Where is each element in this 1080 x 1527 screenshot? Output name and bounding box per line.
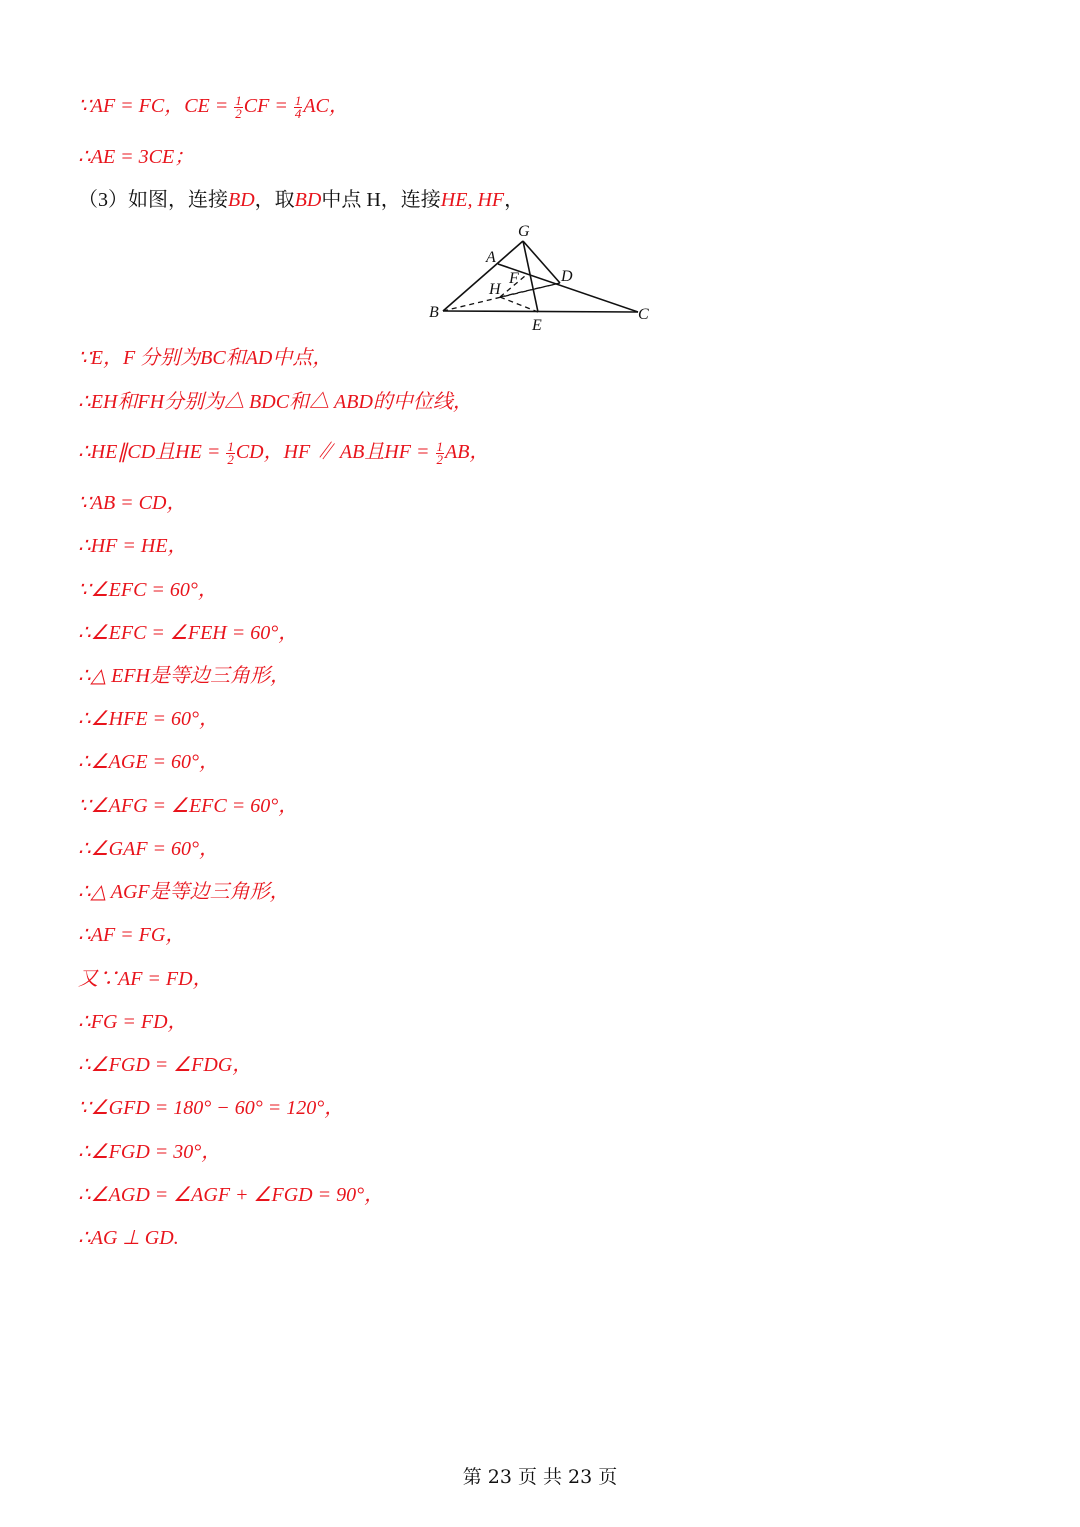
text-run: （3）如图，连接 bbox=[78, 189, 228, 211]
text-run: AB， bbox=[445, 441, 490, 463]
text-run: ∴FG = FD， bbox=[78, 1011, 188, 1033]
text-run: ∵∠AFG = ∠EFC = 60°， bbox=[78, 795, 299, 817]
fraction-denominator: 4 bbox=[294, 105, 302, 121]
label-E: E bbox=[532, 317, 542, 334]
solution-line bbox=[78, 923, 185, 947]
text-run: ∴∠AGE = 60°， bbox=[78, 751, 220, 773]
text-run: ∴∠FGD = 30°， bbox=[78, 1141, 222, 1163]
geometry-figure bbox=[420, 220, 660, 335]
solution-line bbox=[78, 880, 290, 904]
solution-line bbox=[78, 1053, 252, 1077]
segment-BC bbox=[443, 311, 638, 312]
text-run: ∵AB = CD， bbox=[78, 492, 187, 514]
text-run: ∴AF = FG， bbox=[78, 924, 186, 946]
label-F: F bbox=[509, 270, 519, 287]
solution-line bbox=[78, 1010, 188, 1034]
text-run: ∴△ EFH是等边三角形， bbox=[78, 665, 290, 687]
fraction-denominator: 2 bbox=[227, 451, 234, 467]
text-run: BD bbox=[228, 189, 255, 211]
fraction bbox=[436, 438, 445, 467]
solution-line bbox=[78, 578, 218, 602]
fraction-numerator: 1 bbox=[235, 92, 242, 108]
text-run: ∴∠EFC = ∠FEH = 60°， bbox=[78, 622, 299, 644]
solution-line bbox=[78, 621, 298, 645]
solution-line bbox=[78, 188, 524, 212]
fraction-denominator: 2 bbox=[235, 105, 242, 121]
label-H: H bbox=[489, 281, 501, 298]
text-run: ，取 bbox=[254, 189, 295, 211]
text-run: ∴∠AGD = ∠AGF + ∠FGD = 90°， bbox=[78, 1184, 385, 1206]
segment-HE-dashed bbox=[500, 297, 538, 312]
text-run: ∵AF = FC，CE = bbox=[78, 95, 234, 117]
text-run: ∵∠GFD = 180° − 60° = 120°， bbox=[78, 1097, 345, 1119]
label-A: A bbox=[486, 249, 496, 266]
text-run: ∴AG ⊥ GD. bbox=[78, 1227, 179, 1249]
fraction-numerator: 1 bbox=[436, 438, 443, 454]
label-C: C bbox=[638, 306, 649, 323]
fraction bbox=[294, 92, 303, 121]
text-run: ∴∠HFE = 60°， bbox=[78, 708, 220, 730]
text-run: ， bbox=[504, 189, 525, 211]
segment-GD bbox=[523, 241, 560, 283]
solution-line bbox=[78, 967, 213, 991]
text-run: ∴∠GAF = 60°， bbox=[78, 838, 220, 860]
fraction-numerator: 1 bbox=[227, 438, 234, 454]
text-run: ，连接 bbox=[380, 189, 441, 211]
solution-line bbox=[78, 346, 332, 370]
solution-line bbox=[78, 1140, 221, 1164]
text-run: BD bbox=[294, 189, 322, 211]
text-run: CD，HF ∥ AB且HF = bbox=[235, 441, 435, 463]
solution-line bbox=[78, 390, 473, 414]
fraction-numerator: 1 bbox=[294, 92, 302, 108]
solution-line bbox=[78, 534, 188, 558]
text-run: ∴HF = HE， bbox=[78, 535, 188, 557]
solution-line bbox=[78, 440, 489, 466]
solution-line bbox=[78, 1096, 344, 1120]
text-run: CF = bbox=[243, 95, 293, 117]
text-run: ∴∠FGD = ∠FDG， bbox=[78, 1054, 253, 1076]
text-run: H bbox=[366, 189, 381, 211]
solution-line bbox=[78, 491, 186, 515]
solution-line bbox=[78, 707, 219, 731]
text-run: ∴AE = 3CE； bbox=[78, 146, 195, 168]
text-run: ∴HE∥CD且HE = bbox=[78, 441, 226, 463]
solution-line bbox=[78, 94, 349, 120]
label-B: B bbox=[429, 304, 439, 321]
page-footer: 第 23 页 共 23 页 bbox=[462, 1466, 618, 1488]
text-run: ∴△ AGF是等边三角形， bbox=[78, 881, 290, 903]
text-run: 又∵AF = FD， bbox=[78, 968, 213, 990]
text-run: 中点 bbox=[321, 189, 367, 211]
text-run: HE, HF bbox=[440, 189, 505, 211]
fraction-denominator: 2 bbox=[436, 451, 443, 467]
solution-line bbox=[78, 837, 219, 861]
solution-line bbox=[78, 794, 298, 818]
fraction bbox=[226, 438, 235, 467]
label-G: G bbox=[518, 223, 530, 240]
solution-line bbox=[78, 1226, 179, 1250]
text-run: AC， bbox=[303, 95, 349, 117]
solution-line bbox=[78, 750, 219, 774]
text-run: ∴EH和FH分别为△ BDC和△ ABD的中位线， bbox=[78, 391, 473, 413]
label-D: D bbox=[561, 268, 573, 285]
solution-line bbox=[78, 145, 194, 169]
fraction bbox=[234, 92, 243, 121]
text-run: ∵E，F 分别为BC和AD中点， bbox=[78, 347, 333, 369]
solution-line bbox=[78, 1183, 384, 1207]
solution-line bbox=[78, 664, 290, 688]
text-run: ∵∠EFC = 60°， bbox=[78, 579, 218, 601]
